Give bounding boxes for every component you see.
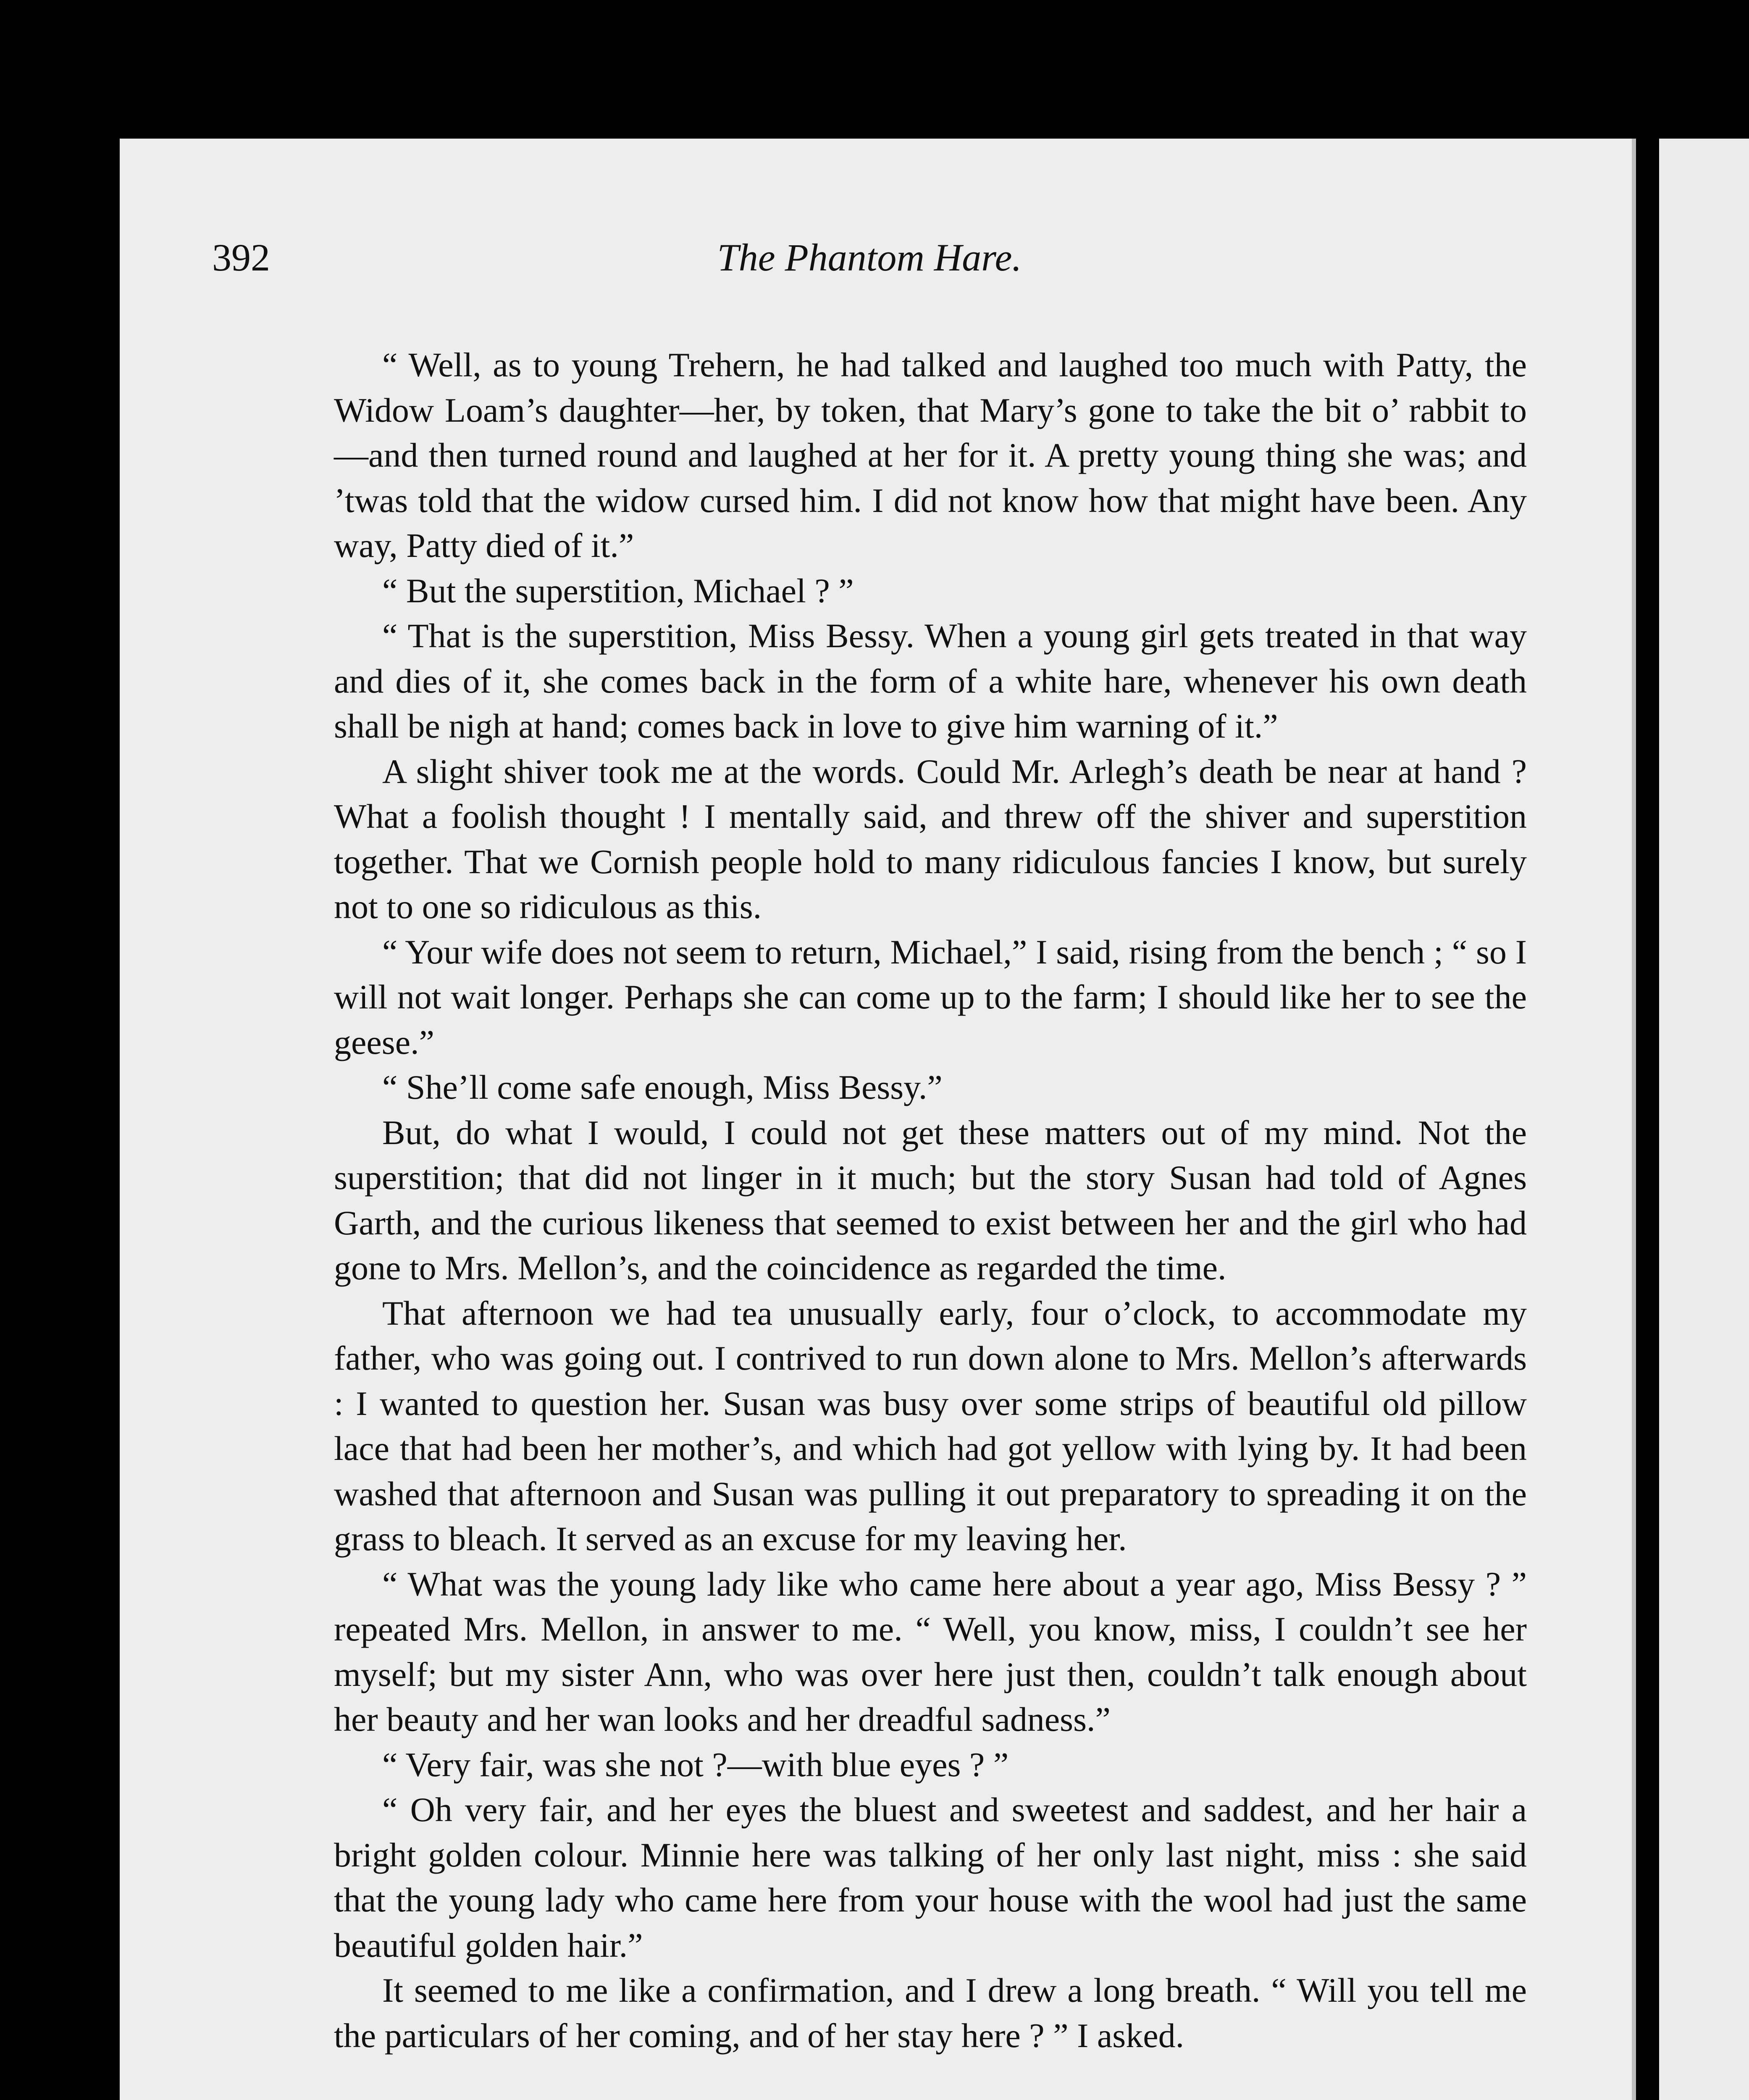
body-text bbox=[334, 342, 1527, 2058]
paragraph: “ That is the superstition, Miss Bessy. When a young girl gets treated in that way and dies of it, she comes back in the form of a white hare, whenever his own death shall be nigh at hand; comes back in love to give him warning of it.” bbox=[334, 617, 1527, 745]
paragraph: A slight shiver took me at the words. Could Mr. Arlegh’s death be near at hand ? What a foolish thought ! I mentally said, and threw off the shiver and superstition together. That we Cornish people hold to many ridiculous fancies I know, but surely not to one so ridiculous as this. bbox=[334, 752, 1527, 926]
paragraph: “ Very fair, was she not ?—with blue eyes ? ” bbox=[382, 1745, 1009, 1784]
page-number: 392 bbox=[212, 236, 270, 279]
paragraph: That afternoon we had tea unusually early, four o’clock, to accommodate my father, who was going out. I contrived to run down alone to Mrs. Mellon’s afterwards : I wanted to question her. Susan was busy over some strips of beautiful old pillow lace that had been her mother’s, and which had got yellow with lying by. It had been washed that afternoon and Susan was pulling it out preparatory to spreading it on the grass to bleach. It served as an excuse for my leaving her. bbox=[334, 1294, 1527, 1558]
paragraph: But, do what I would, I could not get these matters out of my mind. Not the superstition; that did not linger in it much; but the story Susan had told of Agnes Garth, and the curious likeness that seemed to exist between her and the girl who had gone to Mrs. Mellon’s, and the coincidence as regarded the time. bbox=[334, 1113, 1527, 1287]
paragraph: “ She’ll come safe enough, Miss Bessy.” bbox=[382, 1068, 943, 1106]
paragraph: “ What was the young lady like who came here about a year ago, Miss Bessy ? ” repeated Mrs. Mellon, in answer to me. “ Well, you know, miss, I couldn’t see her myself; but my sister Ann, who was over here just then, couldn’t talk enough about her beauty and her wan looks and her dreadful sadness.” bbox=[334, 1564, 1527, 1738]
paragraph: “ Your wife does not seem to return, Michael,” I said, rising from the bench ; “ so I will not wait longer. Perhaps she can come up to the farm; I should like her to see the geese.” bbox=[334, 932, 1527, 1061]
facing-page-edge bbox=[1659, 139, 1749, 2100]
paragraph: “ Oh very fair, and her eyes the bluest and sweetest and saddest, and her hair a bright golden colour. Minnie here was talking of her only last night, miss : she said that the young lady who came here from your house with the wool had just the same beautiful golden hair.” bbox=[334, 1790, 1527, 1964]
paragraph: “ Well, as to young Trehern, he had talked and laughed too much with Patty, the Widow Loam’s daughter—her, by token, that Mary’s gone to take the bit o’ rabbit to—and then turned round and laughed at her for it. A pretty young thing she was; and ’twas told that the widow cursed him. I did not know how that might have been. Any way, Patty died of it.” bbox=[334, 346, 1527, 564]
paragraph: It seemed to me like a confirmation, and I drew a long breath. “ Will you tell me the particulars of her coming, and of her stay here ? ” I asked. bbox=[334, 1971, 1527, 2055]
paragraph: “ But the superstition, Michael ? ” bbox=[382, 571, 854, 610]
page-header bbox=[212, 235, 1527, 298]
running-title: The Phantom Hare. bbox=[717, 236, 1022, 279]
